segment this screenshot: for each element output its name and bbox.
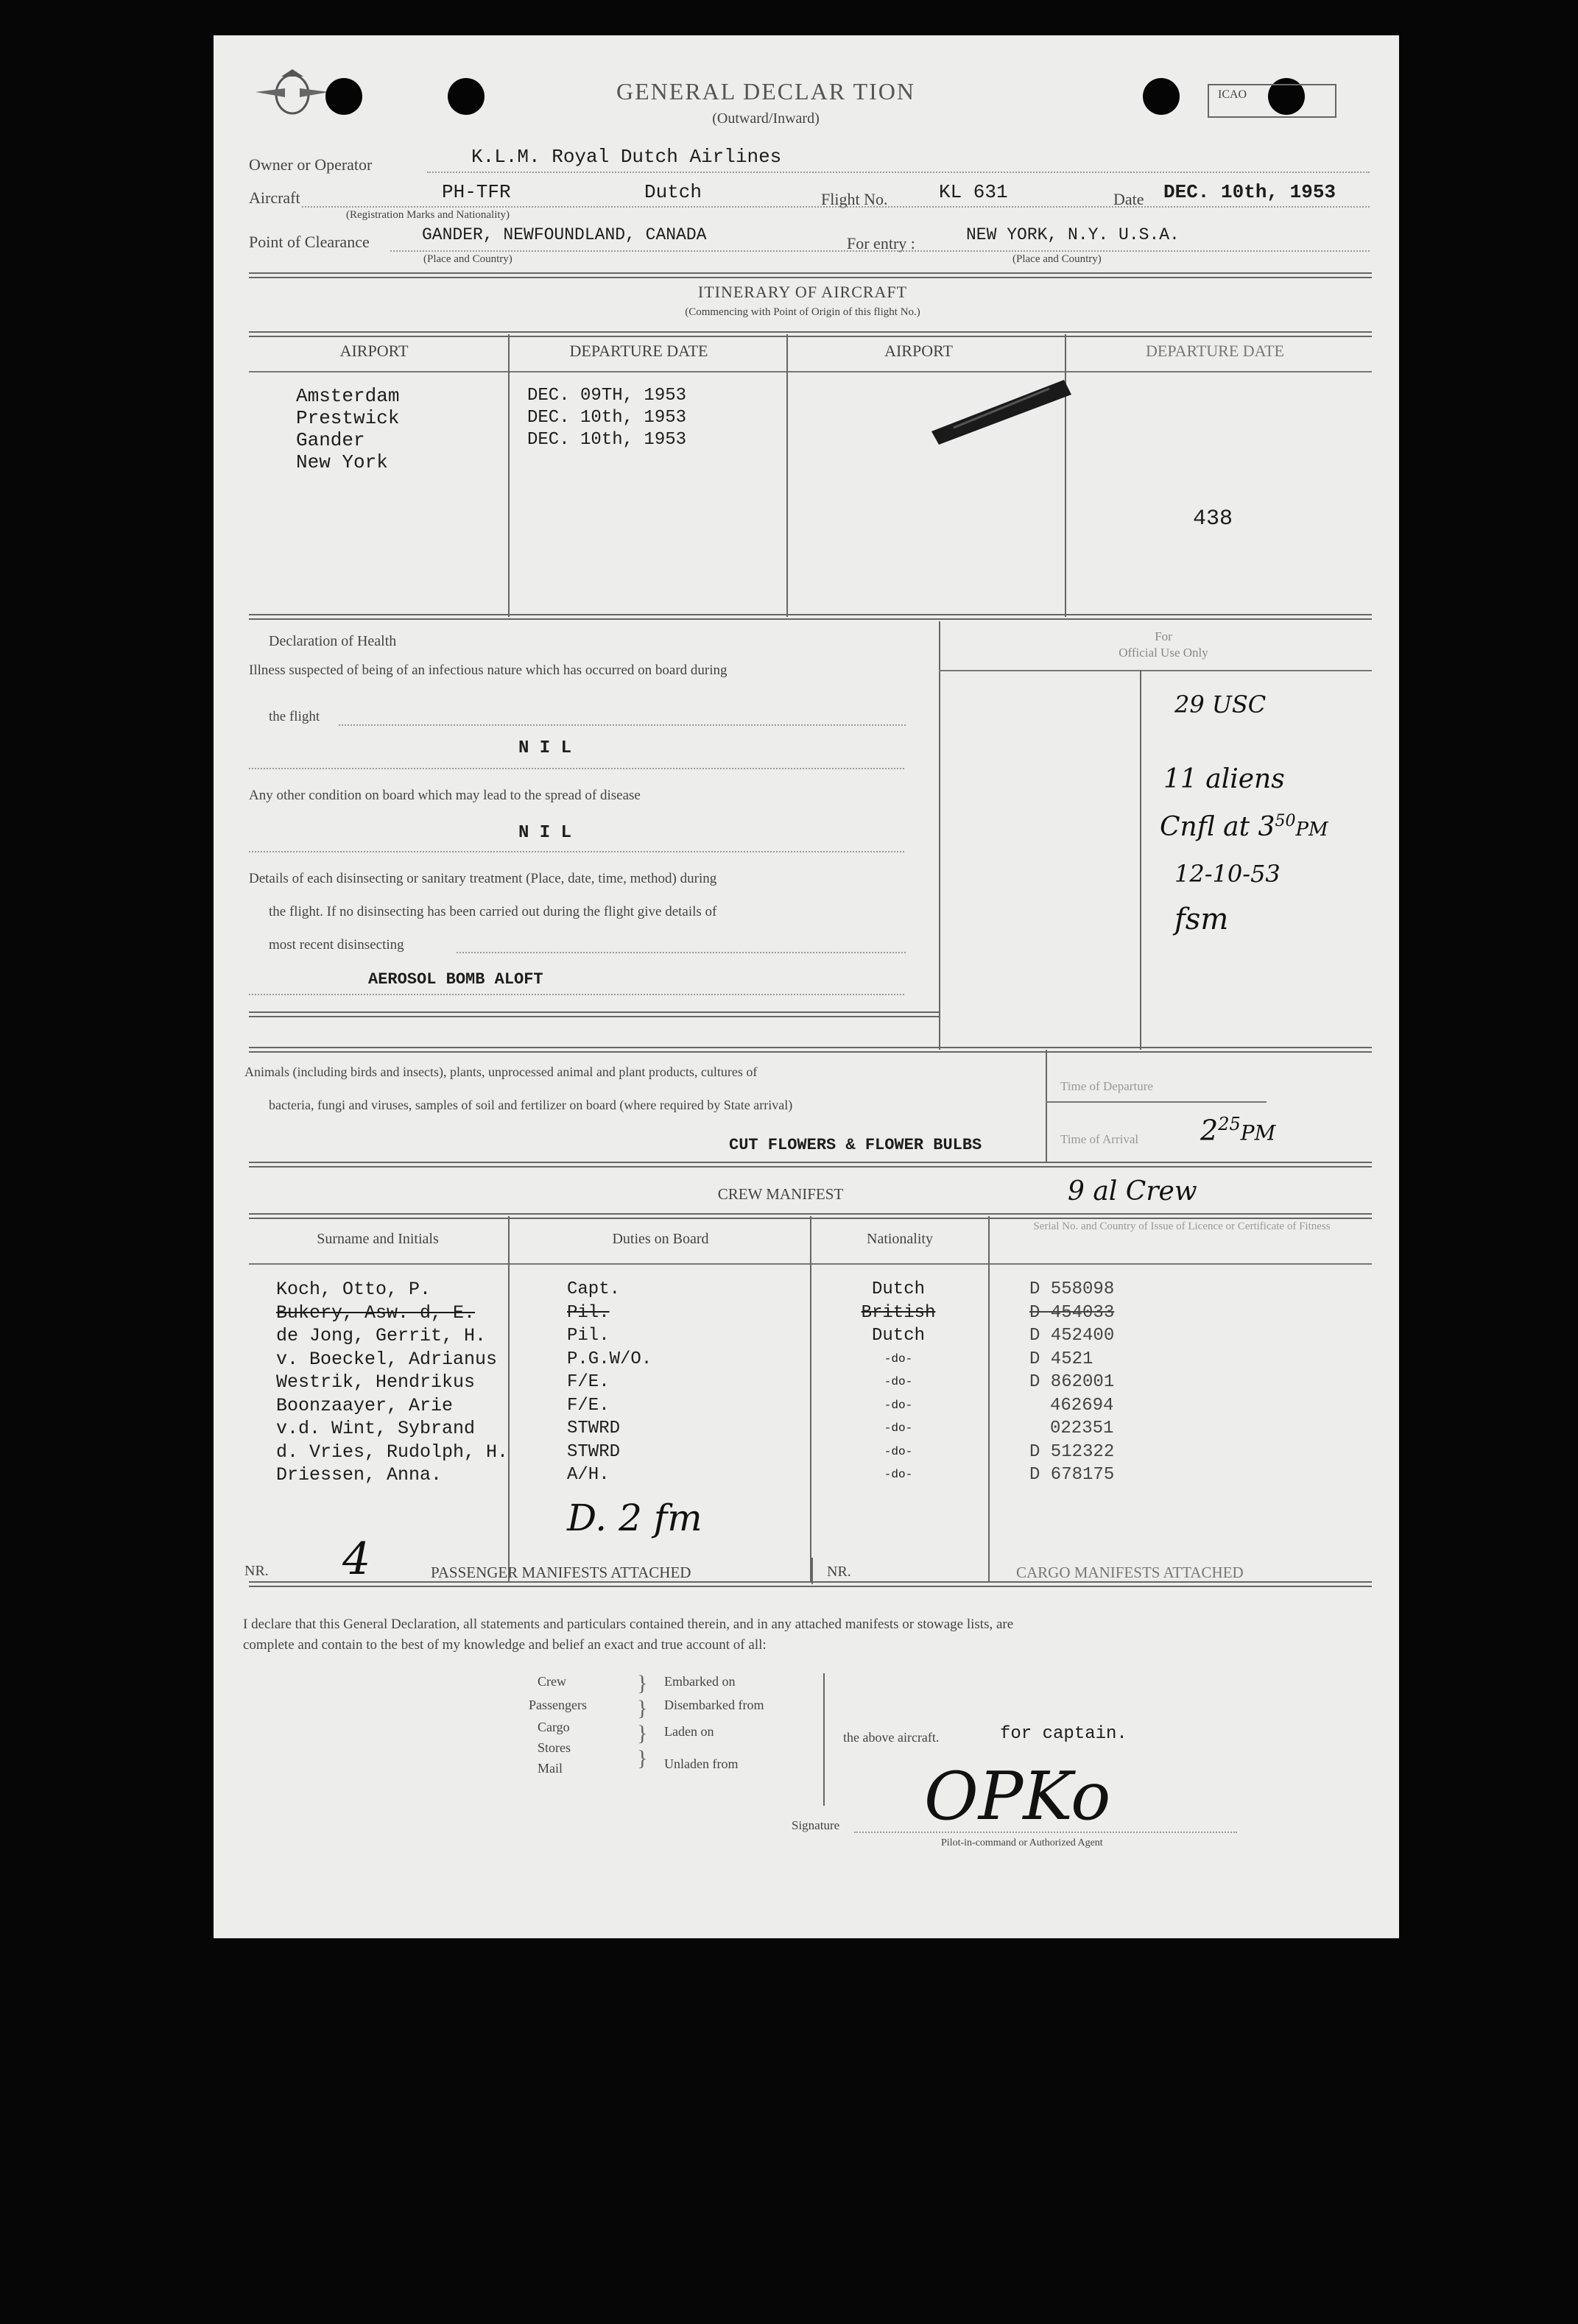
answer-line: [249, 851, 904, 852]
registration-sub-label: (Registration Marks and Nationality): [346, 209, 510, 221]
crew-serial: 022351: [1050, 1419, 1114, 1438]
crew-nationality: -do-: [884, 1421, 913, 1435]
flight-no-value: KL 631: [939, 181, 1008, 203]
itinerary-header-airport-2: AIRPORT: [884, 342, 953, 360]
itinerary-date: DEC. 09TH, 1953: [527, 386, 687, 406]
arrival-time: [1200, 1114, 1275, 1147]
crew-duties: [567, 1278, 652, 1487]
itinerary-title: ITINERARY OF AIRCRAFT: [697, 283, 908, 301]
crew-serial: D 558098: [1029, 1279, 1115, 1299]
ink-stamp: [924, 365, 1079, 449]
itinerary-header-date-1: DEPARTURE DATE: [569, 342, 708, 360]
itinerary-dates: [527, 385, 686, 451]
crew-nationality: -do-: [884, 1398, 913, 1412]
declaration-aircraft-text: the above aircraft.: [843, 1730, 940, 1745]
column-line: [508, 1216, 510, 1583]
entry-label: For entry :: [847, 234, 915, 252]
health-answer-1: N I L: [518, 738, 571, 758]
answer-line: [249, 768, 904, 769]
declaration-text-2: complete and contain to the best of my knowledge and belief an exact and true account of all:: [243, 1637, 767, 1653]
crew-note: 9 al Crew: [1068, 1176, 1197, 1207]
crew-header-nationality: Nationality: [867, 1231, 933, 1247]
health-question-2: Any other condition on board which may lead to the spread of disease: [249, 788, 641, 803]
answer-line: [339, 724, 906, 726]
passenger-nr-value: 4: [342, 1533, 371, 1585]
crew-name: de Jong, Gerrit, H.: [276, 1325, 487, 1346]
crew-serial: D 678175: [1029, 1465, 1115, 1485]
crew-nationality: -do-: [884, 1375, 913, 1388]
official-note: Cnfl at 3: [1160, 812, 1275, 842]
itinerary-airport: New York: [296, 451, 388, 473]
crew-serial: D 454033: [1029, 1302, 1115, 1323]
itinerary-airport: Prestwick: [296, 407, 400, 429]
declaration-left-list: [529, 1670, 587, 1779]
icao-box-text: ICAO: [1218, 88, 1247, 101]
divider: [249, 1011, 939, 1017]
column-line: [508, 334, 510, 617]
date-value: DEC. 10th, 1953: [1163, 181, 1336, 203]
declaration-sheet: [214, 35, 1399, 1938]
passenger-nr-label: NR.: [244, 1563, 269, 1579]
crew-name: d. Vries, Rudolph, H.: [276, 1441, 509, 1463]
official-use-label: [957, 629, 1370, 661]
health-answer-3: AEROSOL BOMB ALOFT: [368, 970, 543, 989]
column-line: [988, 1216, 990, 1583]
crew-duty: A/H.: [567, 1465, 610, 1485]
crew-duty: Pil.: [567, 1302, 610, 1323]
itinerary-subtitle: (Commencing with Point of Origin of this flight No.): [685, 306, 920, 318]
form-subtitle: (Outward/Inward): [712, 110, 820, 127]
declaration-left-item: Stores: [538, 1740, 571, 1755]
animals-value: CUT FLOWERS & FLOWER BULBS: [729, 1136, 982, 1154]
flight-no-label: Flight No.: [821, 190, 888, 208]
column-line: [1140, 670, 1141, 1050]
punch-hole: [325, 78, 362, 115]
declaration-left-item: Passengers: [529, 1698, 587, 1712]
crew-nationality: Dutch: [871, 1326, 925, 1346]
answer-line: [249, 994, 904, 995]
declaration-right-item: Disembarked from: [664, 1698, 764, 1712]
crew-name: Boonzaayer, Arie: [276, 1394, 454, 1416]
answer-line: [457, 952, 906, 953]
cargo-nr-label: NR.: [827, 1564, 851, 1580]
owner-line: [427, 172, 1370, 173]
divider: [249, 1162, 1372, 1168]
official-use-line: For: [1155, 629, 1172, 643]
crew-nationalities: [825, 1278, 972, 1487]
entry-sub-label: (Place and Country): [1012, 253, 1102, 265]
declaration-text-1: I declare that this General Declaration, all statements and particulars contained therein, and in any attached manifests or stowage lists, are: [243, 1617, 1014, 1632]
aircraft-nationality: Dutch: [644, 181, 702, 203]
health-question-3b: the flight. If no disinsecting has been carried out during the flight give details of: [269, 904, 717, 919]
crew-names: [276, 1278, 508, 1487]
date-label: Date: [1113, 190, 1144, 208]
itinerary-date: DEC. 10th, 1953: [527, 430, 687, 450]
aircraft-registration: PH-TFR: [442, 181, 511, 203]
clearance-value: GANDER, NEWFOUNDLAND, CANADA: [422, 225, 707, 244]
for-captain-text: for captain.: [1000, 1724, 1127, 1744]
itinerary-number: 438: [1193, 506, 1233, 531]
icao-box: [1208, 84, 1336, 118]
declaration-right-item: Unladen from: [664, 1756, 739, 1771]
official-note-time: [1160, 812, 1328, 842]
crew-nationality: British: [861, 1302, 936, 1323]
health-question-1b: the flight: [269, 709, 320, 724]
health-answer-2: N I L: [518, 823, 571, 843]
time-arrival-label: Time of Arrival: [1060, 1132, 1139, 1146]
health-title: Declaration of Health: [269, 633, 397, 649]
declaration-right-item: Embarked on: [664, 1674, 736, 1689]
punch-hole: [448, 78, 485, 115]
crew-nationality: -do-: [884, 1352, 913, 1366]
crew-header-serial: Serial No. and Country of Issue of Licence or Certificate of Fitness: [1033, 1221, 1331, 1232]
itinerary-header-date-2: DEPARTURE DATE: [1146, 342, 1284, 360]
crew-serials: [1029, 1278, 1114, 1487]
official-use-line: Official Use Only: [1119, 646, 1208, 660]
arrival-time-hour: 2: [1200, 1114, 1219, 1147]
divider: [249, 1047, 1372, 1053]
itinerary-airport: Gander: [296, 429, 365, 451]
crew-name: v.d. Wint, Sybrand: [276, 1418, 476, 1439]
column-line: [1046, 1050, 1047, 1163]
itinerary-header-airport-1: AIRPORT: [339, 342, 409, 360]
pic-label: Pilot-in-command or Authorized Agent: [941, 1837, 1103, 1848]
divider: [1046, 1101, 1267, 1103]
crew-duty: STWRD: [567, 1419, 621, 1438]
aircraft-line: [302, 206, 1370, 208]
column-line: [823, 1673, 825, 1806]
animals-text-1: Animals (including birds and insects), plants, unprocessed animal and plant products, cultures of: [244, 1064, 758, 1079]
crew-duty: Pil.: [567, 1326, 610, 1346]
crew-duty: F/E.: [567, 1395, 610, 1416]
crew-serial: 462694: [1050, 1395, 1114, 1416]
clearance-label: Point of Clearance: [249, 233, 370, 251]
crew-nationality: Dutch: [871, 1279, 925, 1299]
column-line: [811, 1558, 813, 1584]
crew-duty: STWRD: [567, 1441, 621, 1462]
itinerary-date: DEC. 10th, 1953: [527, 408, 687, 428]
divider: [249, 1581, 1372, 1587]
column-line: [939, 621, 940, 1050]
crew-name: Driessen, Anna.: [276, 1464, 443, 1486]
owner-value: K.L.M. Royal Dutch Airlines: [471, 146, 782, 168]
itinerary-airports: [296, 385, 399, 473]
crew-nationality: -do-: [884, 1444, 913, 1458]
official-note: 11 aliens: [1163, 764, 1285, 794]
entry-value: NEW YORK, N.Y. U.S.A.: [966, 225, 1180, 244]
divider: [249, 331, 1372, 337]
crew-duty: Capt.: [567, 1279, 621, 1299]
crew-title: CREW MANIFEST: [717, 1185, 844, 1203]
time-departure-label: Time of Departure: [1060, 1079, 1153, 1093]
crew-name: v. Boeckel, Adrianus: [276, 1348, 498, 1370]
official-note: 12-10-53: [1174, 860, 1281, 888]
official-note: 29 USC: [1174, 691, 1267, 718]
passenger-manifests-label: PASSENGER MANIFESTS ATTACHED: [431, 1564, 691, 1581]
declaration-right-list: [664, 1670, 764, 1776]
punch-hole: [1143, 78, 1180, 115]
arrival-time-pm: PM: [1240, 1120, 1276, 1145]
column-line: [810, 1216, 811, 1583]
crew-serial: D 862001: [1029, 1372, 1115, 1392]
official-note-pm: PM: [1295, 819, 1328, 841]
captain-signature: OPKo: [924, 1758, 1111, 1835]
divider: [249, 371, 1372, 372]
health-question-3: Details of each disinsecting or sanitary treatment (Place, date, time, method) during: [249, 871, 717, 886]
declaration-braces: } } } }: [637, 1671, 648, 1770]
crew-serial: D 452400: [1029, 1326, 1115, 1346]
declaration-left-item: Cargo: [538, 1720, 570, 1734]
column-line: [786, 334, 788, 617]
arrival-time-min: 25: [1218, 1114, 1241, 1134]
crew-duty: F/E.: [567, 1372, 610, 1392]
clearance-sub-label: (Place and Country): [423, 253, 513, 265]
crew-name: Bukery, Asw. d, E.: [276, 1301, 476, 1324]
divider: [249, 614, 1372, 620]
crew-nationality: -do-: [884, 1468, 913, 1481]
crew-signoff: D. 2 fm: [567, 1497, 702, 1539]
official-note-sup: 50: [1275, 812, 1296, 830]
itinerary-airport: Amsterdam: [296, 385, 400, 407]
crew-header-duties: Duties on Board: [612, 1231, 709, 1247]
clearance-line: [390, 250, 1370, 252]
owner-label: Owner or Operator: [249, 155, 373, 174]
divider: [249, 272, 1372, 278]
animals-text-2: bacteria, fungi and viruses, samples of soil and fertilizer on board (where required by State arrival): [269, 1098, 793, 1112]
signature-label: Signature: [792, 1818, 840, 1832]
divider: [939, 670, 1372, 671]
form-title: GENERAL DECLAR TION: [616, 78, 915, 105]
official-note: fsm: [1174, 903, 1229, 936]
health-question-1: Illness suspected of being of an infectious nature which has occurred on board during: [249, 663, 728, 678]
cargo-manifests-label: CARGO MANIFESTS ATTACHED: [1016, 1564, 1244, 1581]
klm-crown-logo: [252, 66, 333, 118]
declaration-left-item: Crew: [538, 1674, 566, 1689]
crew-name: Koch, Otto, P.: [276, 1279, 432, 1300]
crew-duty: P.G.W/O.: [567, 1349, 652, 1369]
crew-name: Westrik, Hendrikus: [276, 1371, 476, 1393]
crew-serial: D 512322: [1029, 1441, 1115, 1462]
declaration-left-item: Mail: [538, 1761, 563, 1776]
crew-header-name: Surname and Initials: [317, 1231, 439, 1247]
health-question-3c: most recent disinsecting: [269, 937, 404, 953]
declaration-right-item: Laden on: [664, 1724, 714, 1739]
crew-serial: D 4521: [1029, 1349, 1093, 1369]
aircraft-label: Aircraft: [249, 188, 300, 207]
